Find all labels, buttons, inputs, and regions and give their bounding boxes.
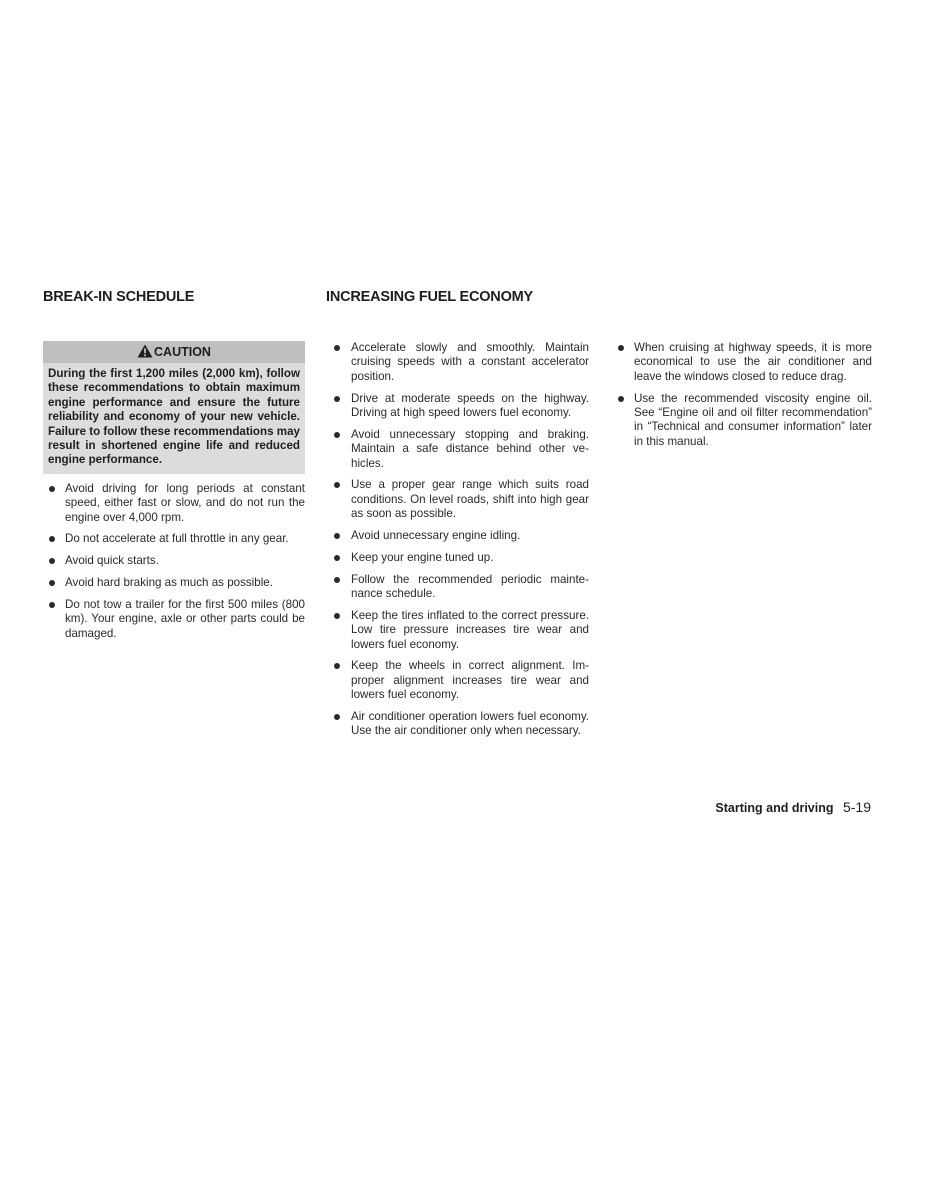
list-item [332,428,589,471]
bullet-icon [334,533,340,539]
bullet-icon [618,345,624,351]
list-item [46,554,305,568]
increasing-fuel-economy-heading: INCREASING FUEL ECONOMY [326,289,534,305]
caution-text: During the first 1,200 miles (2,000 km), follow these recommendations to obtain maximum engine performance and ensure the future reliability and economy of your new vehicle. Failure to follow these recommendations may result in shortened engine life and reduced engine performance. [48,367,300,467]
list-item [46,482,305,525]
list-item [615,341,872,384]
list-item-text: Follow the recommended periodic maintenance schedule. [351,572,589,601]
list-item [332,710,589,739]
bullet-icon [49,536,55,542]
list-item-text: Do not accelerate at full throttle in any gear. [65,532,289,546]
bullet-icon [334,577,340,583]
footer-section-title: Starting and driving [715,801,834,815]
caution-title: CAUTION [154,345,211,359]
list-item-text: Air conditioner operation lowers fuel economy. Use the air conditioner only when necessary. [351,710,589,738]
list-item-text: Avoid hard braking as much as possible. [65,576,273,590]
bullet-icon [49,558,55,564]
bullet-icon [334,663,340,669]
list-item-text: Avoid unnecessary stopping and braking. Maintain a safe distance behind other vehicles. [351,427,589,470]
list-item-text: Use the recommended viscosity engine oil. See “Engine oil and oil filter recommendation” in “Technical and consumer information” later in this manual. [634,391,872,448]
bullet-icon [618,396,624,402]
list-item [332,551,589,565]
list-item-text: Keep your engine tuned up. [351,550,494,564]
list-item [46,576,305,590]
bullet-icon [334,345,340,351]
list-item-text: Do not tow a trailer for the first 500 miles (800 km). Your engine, axle or other parts could be damaged. [65,597,305,640]
fuel-economy-column-1 [332,341,589,746]
break-in-column [43,341,305,648]
list-item [46,598,305,641]
bullet-icon [49,602,55,608]
bullet-icon [334,432,340,438]
list-item-text: When cruising at highway speeds, it is more economical to use the air conditioner and leave the windows closed to reduce drag. [634,341,872,383]
fuel-economy-list-2 [615,341,872,449]
list-item [332,659,589,702]
list-item-text: Keep the wheels in correct alignment. Improper alignment increases tire wear and lowers fuel economy. [351,659,589,702]
break-in-list [43,482,305,641]
bullet-icon [334,482,340,488]
list-item-text: Avoid driving for long periods at constant speed, either fast or slow, and do not run the engine over 4,000 rpm. [65,481,305,524]
caution-box [43,341,305,474]
warning-triangle-icon [137,344,153,358]
bullet-icon [334,714,340,720]
list-item [332,529,589,543]
fuel-economy-list-1 [332,341,589,739]
list-item [46,532,305,546]
page-number: 5-19 [842,799,871,815]
list-item-text: Avoid unnecessary engine idling. [351,529,521,543]
list-item-text: Use a proper gear range which suits road conditions. On level roads, shift into high gear as soon as possible. [351,478,589,521]
list-item-text: Drive at moderate speeds on the highway. Driving at high speed lowers fuel economy. [351,391,589,420]
page-footer [715,799,871,815]
caution-header [43,341,305,363]
list-item [332,478,589,521]
list-item [615,392,872,450]
list-item [332,341,589,384]
break-in-schedule-heading: BREAK-IN SCHEDULE [43,289,195,305]
list-item-text: Accelerate slowly and smoothly. Maintain cruising speeds with a constant accelerator position. [351,341,589,383]
list-item-text: Avoid quick starts. [65,554,159,568]
bullet-icon [334,613,340,619]
list-item-text: Keep the tires inflated to the correct pressure. Low tire pressure increases tire wear and lowers fuel economy. [351,608,589,651]
bullet-icon [49,486,55,492]
bullet-icon [334,555,340,561]
bullet-icon [49,580,55,586]
bullet-icon [334,396,340,402]
list-item [332,609,589,652]
list-item [332,392,589,421]
list-item [332,573,589,602]
fuel-economy-column-2 [615,341,872,457]
